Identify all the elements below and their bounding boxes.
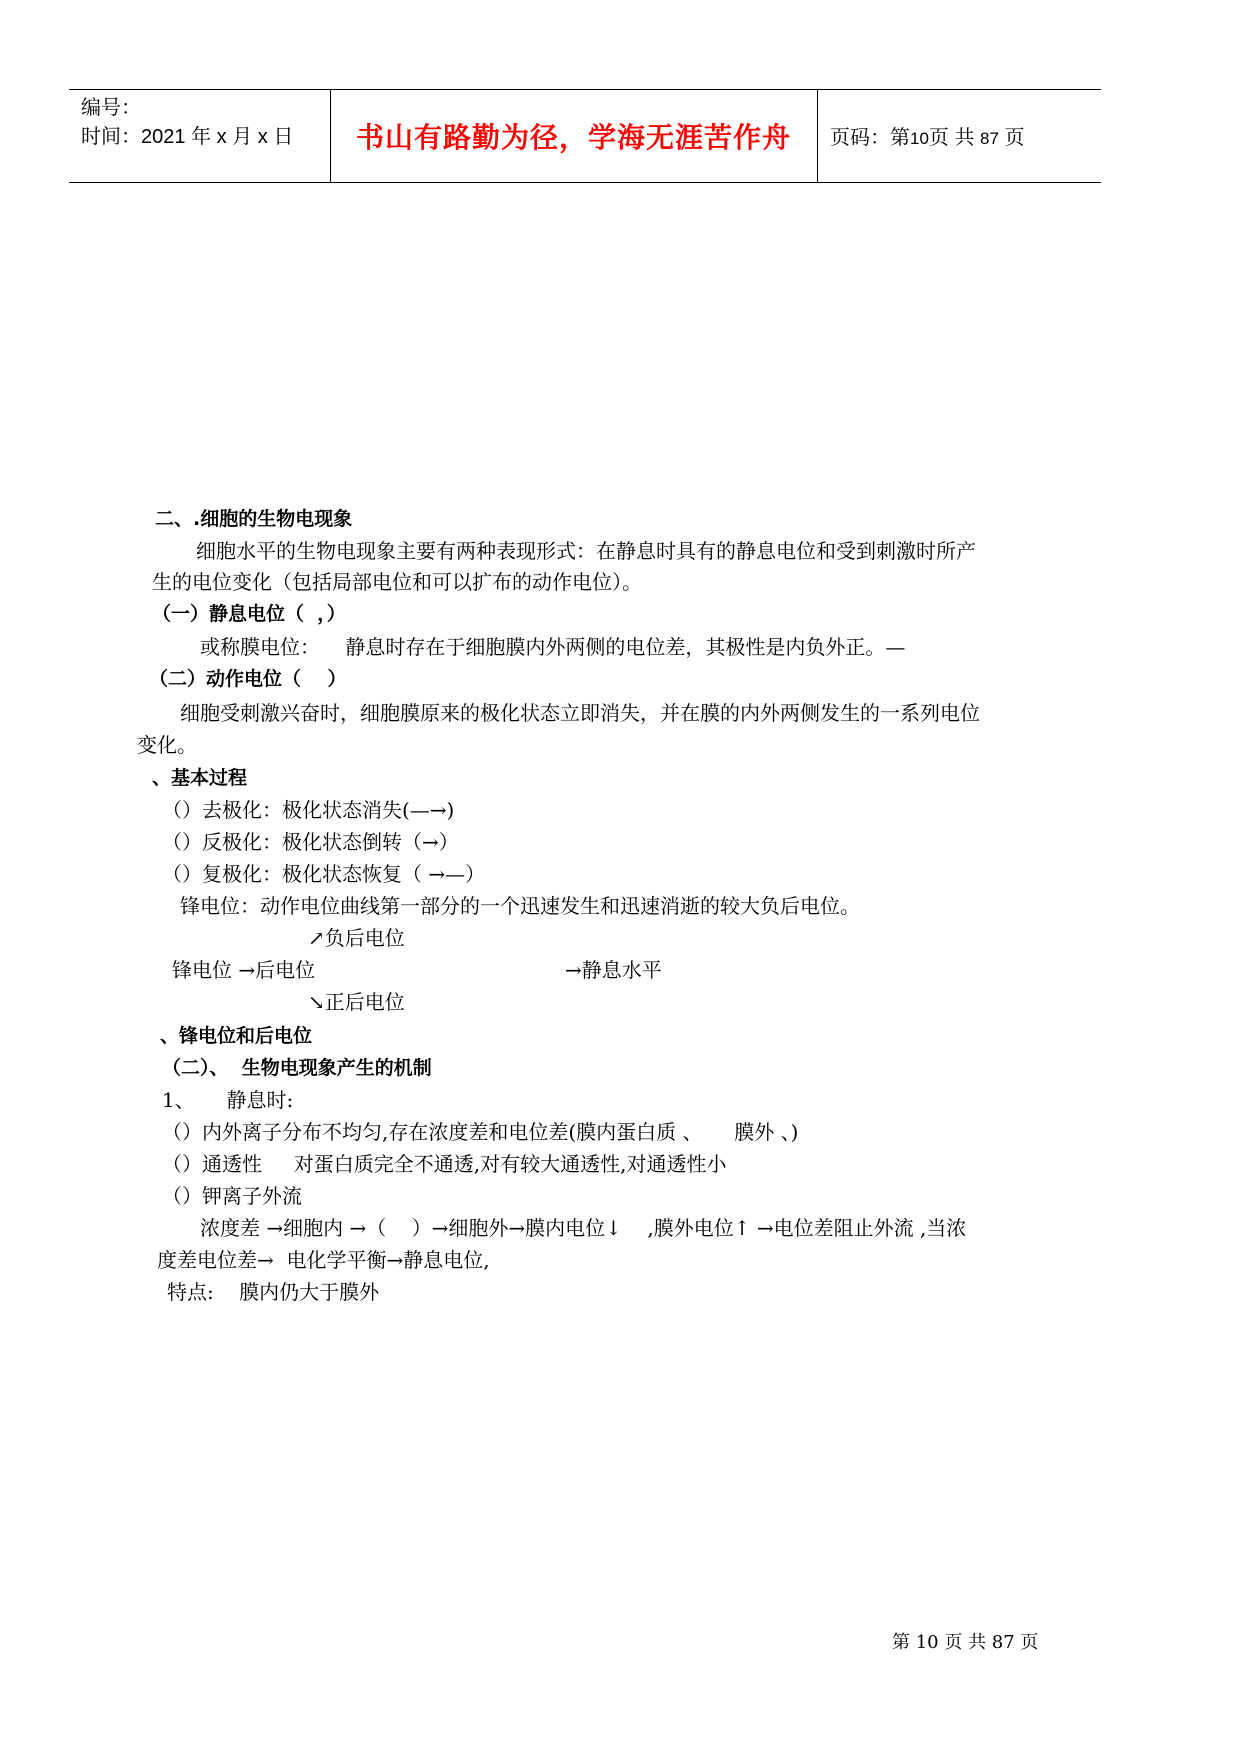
paragraph-line: 变化。 [137,733,197,757]
subsection-heading: （二）、 生物电现象产生的机制 [162,1057,432,1079]
header-motto: 书山有路勤为径，学海无涯苦作舟 [355,121,791,154]
list-item: （）钾离子外流 [162,1184,302,1208]
subsection-heading: （二）动作电位（ ） [149,668,347,690]
page-footer: 第 10 页 共 87 页 [892,1632,1039,1653]
header-table [69,89,1101,183]
section-heading: 二、.细胞的生物电现象 [155,508,353,530]
list-item: （）通透性 对蛋白质完全不通透,对有较大通透性,对通透性小 [162,1152,727,1176]
list-item: （）内外离子分布不均匀,存在浓度差和电位差(膜内蛋白质 、 膜外 、) [162,1120,799,1144]
time-line: 时间：2021 年 x 月 x 日 [81,126,294,148]
subsection-heading: 、锋电位和后电位 [160,1025,313,1047]
paragraph-line: 生的电位变化（包括局部电位和可以扩布的动作电位）。 [152,570,642,594]
diagram-text: →静息水平 [565,958,662,982]
paragraph-line: 或称膜电位： 静息时存在于细胞膜内外两侧的电位差，其极性是内负外正。— [200,635,906,659]
paragraph-line: 特点: 膜内仍大于膜外 [167,1280,380,1304]
id-label: 编号： [81,97,141,119]
paragraph-line: 锋电位：动作电位曲线第一部分的一个迅速发生和迅速消逝的较大负后电位。 [180,894,860,918]
paragraph-line: 浓度差 →细胞内 →（ ）→细胞外→膜内电位↓ ,膜外电位↑ →电位差阻止外流 ,当浓 [200,1216,967,1240]
list-item: （）去极化：极化状态消失(—→) [162,798,455,822]
header-meta [81,94,293,152]
header-divider [817,90,818,182]
subsection-heading: 、基本过程 [152,767,248,789]
paragraph-line: 细胞水平的生物电现象主要有两种表现形式：在静息时具有的静息电位和受到刺激时所产 [196,539,976,563]
header-page-number: 页码：第10页 共 87 页 [830,127,1025,149]
diagram-text: 锋电位 →后电位 [172,958,316,982]
paragraph-line: 细胞受刺激兴奋时，细胞膜原来的极化状态立即消失，并在膜的内外两侧发生的一系列电位 [180,701,980,725]
list-item: 1、 静息时: [162,1088,294,1112]
diagram-text: ↗负后电位 [308,926,405,950]
subsection-heading: （一）静息电位（ ，） [152,603,346,625]
list-item: （）反极化：极化状态倒转（→） [162,830,459,854]
diagram-text: ↘正后电位 [308,990,405,1014]
paragraph-line: 度差电位差→ 电化学平衡→静息电位, [157,1248,490,1272]
list-item: （）复极化：极化状态恢复（ →—） [162,862,486,886]
